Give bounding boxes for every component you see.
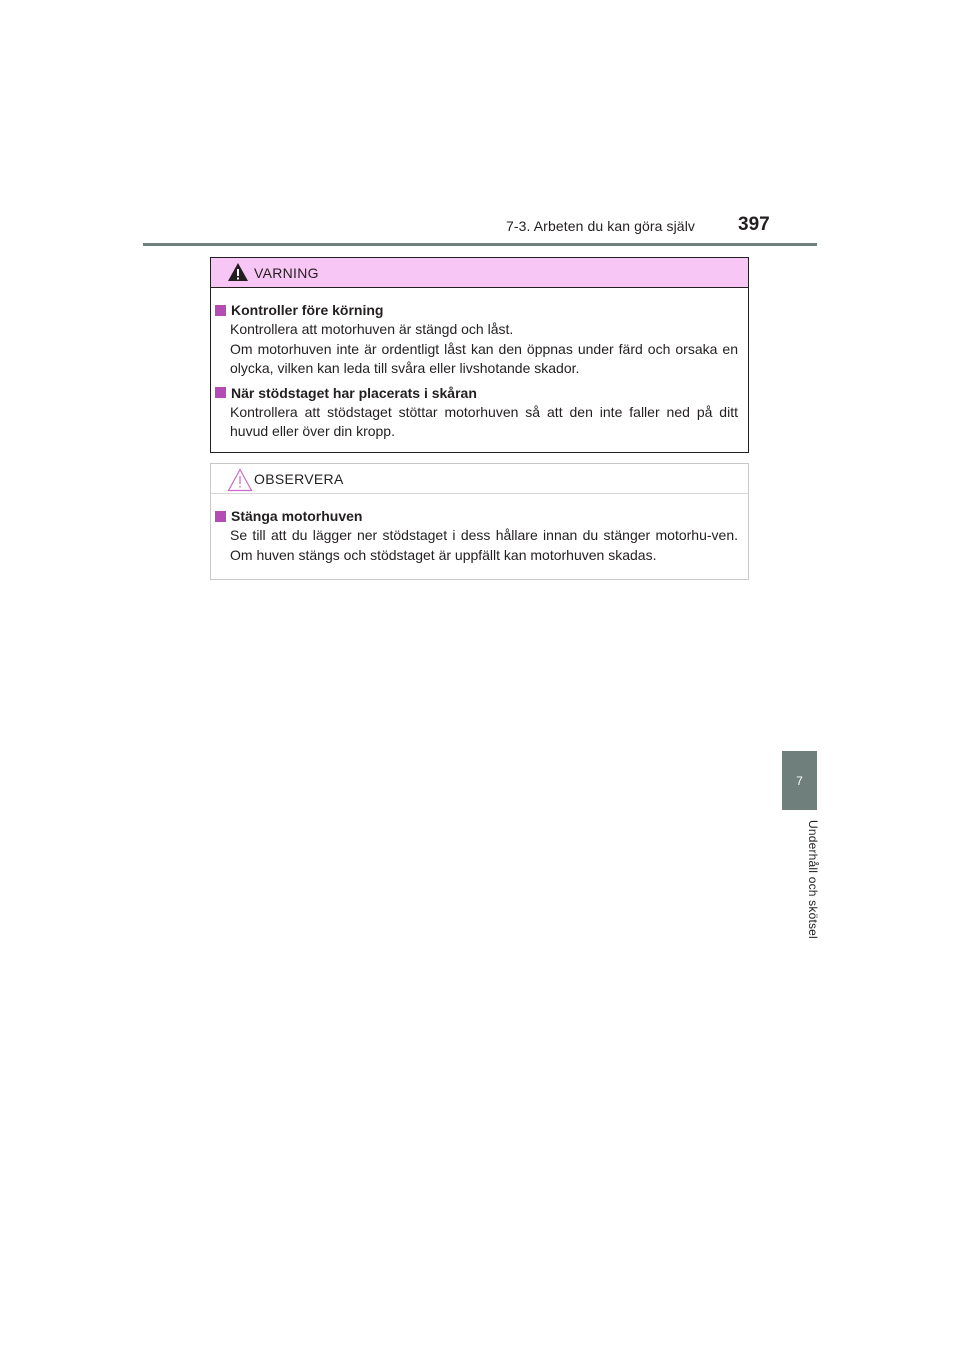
notice-box — [210, 463, 749, 580]
section-text: Kontrollera att stödstaget stöttar motorhuven så att den inte faller ned på ditt huvud eller över din kropp. — [230, 403, 738, 439]
chapter-tab — [782, 751, 817, 810]
notice-section-1 — [215, 506, 738, 565]
notice-box-header — [211, 464, 748, 494]
warning-box-header — [211, 258, 748, 288]
notice-label: OBSERVERA — [254, 471, 344, 487]
section-heading — [215, 300, 738, 320]
bullet-square-icon — [215, 305, 226, 316]
bullet-square-icon — [215, 511, 226, 522]
section-text: Kontrollera att motorhuven är stängd och låst. — [230, 321, 514, 337]
page-number: 397 — [738, 214, 770, 235]
caution-outline-triangle-icon — [227, 468, 253, 492]
chapter-number: 7 — [796, 773, 803, 788]
warning-body — [211, 288, 748, 442]
section-heading — [215, 383, 738, 403]
warning-triangle-icon — [227, 262, 249, 282]
warning-section-2 — [215, 383, 738, 442]
section-text: Se till att du lägger ner stödstaget i dess hållare innan du stänger motorhu-ven. Om huven stängs och stödstaget är uppfällt kan motorhuven skadas. — [230, 527, 738, 563]
section-heading — [215, 506, 738, 526]
page-header-title: 7-3. Arbeten du kan göra själv — [506, 218, 696, 234]
section-heading-text: Stänga motorhuven — [231, 508, 363, 524]
chapter-side-label: Underhåll och skötsel — [806, 820, 820, 939]
section-heading-text: När stödstaget har placerats i skåran — [231, 384, 477, 401]
warning-section-1 — [215, 300, 738, 379]
section-heading-text: Kontroller före körning — [231, 302, 384, 318]
notice-body — [211, 494, 748, 565]
warning-label: VARNING — [254, 265, 319, 281]
warning-box — [210, 257, 749, 453]
header-rule — [143, 243, 817, 246]
section-text: Om motorhuven inte är ordentligt låst kan den öppnas under färd och orsaka en olycka, vilken kan leda till svåra eller livshotande skador. — [230, 340, 738, 376]
bullet-square-icon — [215, 387, 226, 398]
